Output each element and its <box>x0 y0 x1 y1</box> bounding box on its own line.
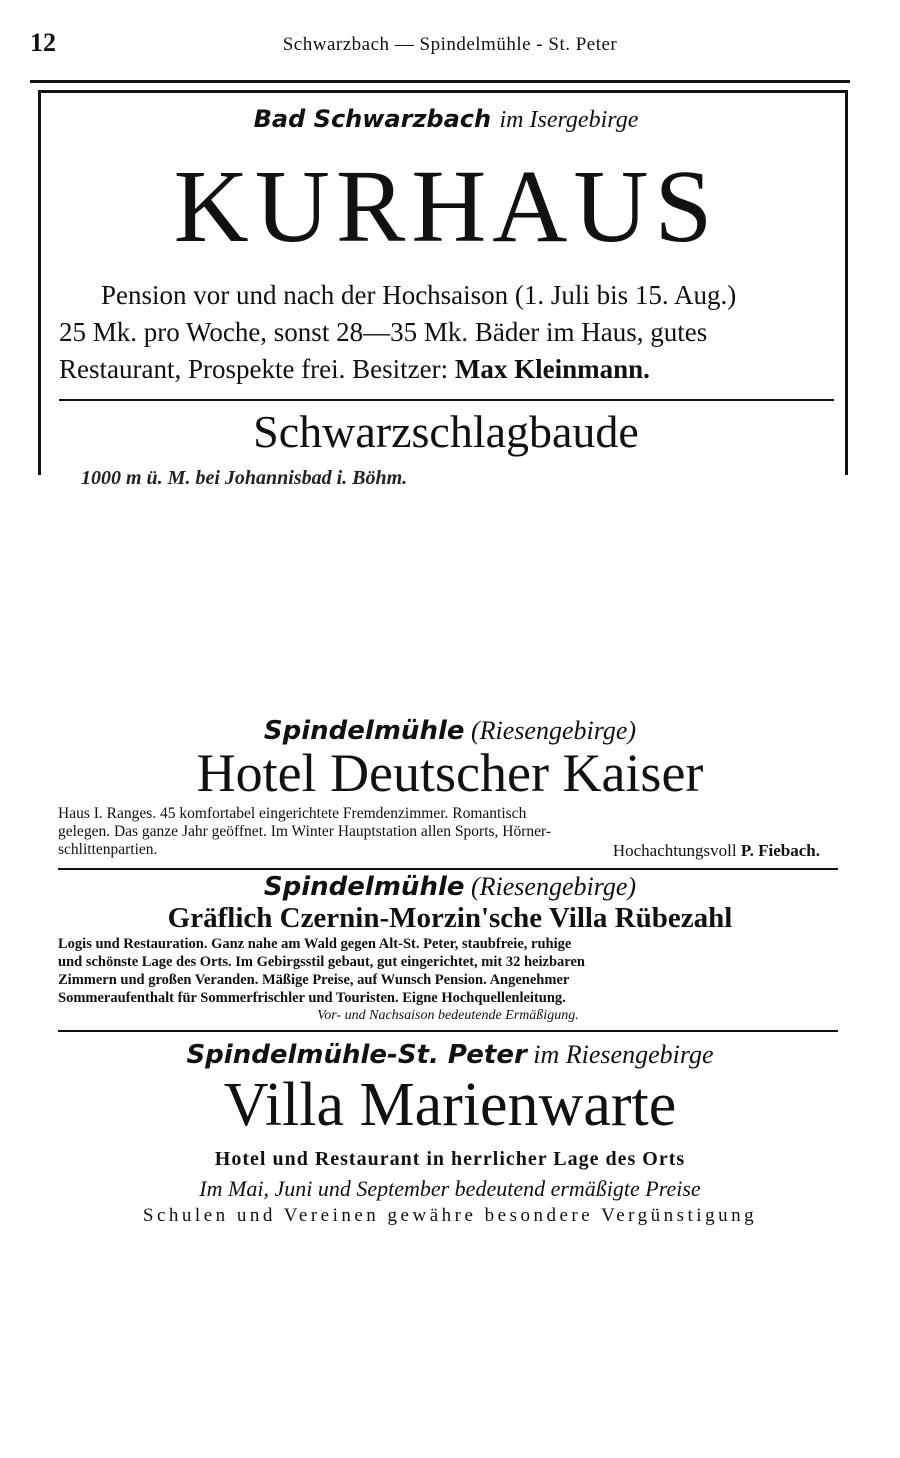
ad-ruebezahl-body <box>58 935 838 1025</box>
ad-deutscher-kaiser-line: gelegen. Das ganze Jahr geöffnet. Im Winter Hauptstation allen Sports, Hörner- <box>58 823 552 840</box>
ad-kurhaus-owner-name: Max Kleinmann. <box>454 354 650 384</box>
ad-deutscher-kaiser-sign-text: Hochachtungsvoll <box>612 841 737 860</box>
ad-marienwarte-place <box>0 1040 900 1070</box>
ad-ruebezahl-place-region: (Riesengebirge) <box>471 872 637 901</box>
header-rule <box>30 80 850 83</box>
ad-ruebezahl-note: Vor- und Nachsaison bedeutende Ermäßigung. <box>317 1008 579 1023</box>
ad-deutscher-kaiser-title: Hotel Deutscher Kaiser <box>196 743 704 803</box>
ad-deutscher-kaiser-body <box>58 805 838 860</box>
ad-kurhaus-owner-line <box>59 351 839 388</box>
ad-marienwarte-line-3: Schulen und Vereinen gewähre besondere Vergünstigung <box>142 1205 758 1226</box>
ad-kurhaus-subtitle: Schwarzschlagbaude <box>253 406 639 457</box>
ad-kurhaus-line: 25 Mk. pro Woche, sonst 28—35 Mk. Bäder im Haus, gutes <box>59 317 708 347</box>
ad-ruebezahl-place <box>0 872 900 902</box>
running-title: Schwarzbach — Spindelmühle - St. Peter <box>282 34 618 55</box>
ad-kurhaus-place-region: im Isergebirge <box>499 107 639 133</box>
ad-marienwarte-line-2: Im Mai, Juni und September bedeutend ermäßigte Preise <box>199 1176 701 1201</box>
ad-kurhaus-divider <box>59 399 834 401</box>
page-number: 12 <box>30 28 56 57</box>
ad-kurhaus-place-name: Bad Schwarzbach <box>253 105 492 133</box>
ad-deutscher-kaiser-sign-name: P. Fiebach. <box>740 841 820 860</box>
ad-marienwarte-place-region: im Riesengebirge <box>533 1040 714 1069</box>
ad-deutscher-kaiser-signature <box>58 842 838 860</box>
ad-ruebezahl-line: Logis und Restauration. Ganz nahe am Wald gegen Alt-St. Peter, staubfreie, ruhige <box>58 936 572 952</box>
ad-ruebezahl-line: Zimmern und großen Veranden. Mäßige Preise, auf Wunsch Pension. Angenehmer <box>58 972 570 988</box>
ad-kurhaus-cut-line: 1000 m ü. M. bei Johannisbad i. Böhm. <box>81 467 408 489</box>
ad-marienwarte-line-1: Hotel und Restaurant in herrlicher Lage des Orts <box>214 1148 686 1170</box>
ad-ruebezahl-line: Sommeraufenthalt für Sommerfrischler und Touristen. Eigne Hochquellenleitung. <box>58 990 566 1006</box>
ad-marienwarte-title: Villa Marienwarte <box>223 1071 677 1139</box>
ad-ruebezahl-title: Gräflich Czernin-Morzin'sche Villa Rübezahl <box>167 902 733 934</box>
ad-kurhaus-owner <box>352 354 668 384</box>
ad-deutscher-kaiser-line: Haus I. Ranges. 45 komfortabel eingerichtete Fremdenzimmer. Romantisch <box>58 805 527 822</box>
ad-ruebezahl-line: und schönste Lage des Orts. Im Gebirgsstil gebaut, gut eingerichtet, mit 32 heizbaren <box>58 954 585 970</box>
ad-deutscher-kaiser-place-region: (Riesengebirge) <box>471 716 637 745</box>
ad-marienwarte-place-name: Spindelmühle-St. Peter <box>186 1040 527 1070</box>
divider-rule <box>58 868 838 870</box>
ad-deutscher-kaiser-line: schlittenpartien. <box>58 841 158 858</box>
ad-kurhaus-restaurant-text: Restaurant, Prospekte frei. <box>59 354 346 384</box>
ad-kurhaus-title: KURHAUS <box>173 149 719 264</box>
ad-kurhaus-line: Pension vor und nach der Hochsaison (1. Juli bis 15. Aug.) <box>101 280 737 310</box>
ad-kurhaus-body <box>59 277 839 388</box>
ad-kurhaus-owner-label: Besitzer: <box>352 354 449 384</box>
ad-kurhaus-place <box>41 105 851 134</box>
ad-kurhaus <box>38 90 848 489</box>
ad-ruebezahl-place-name: Spindelmühle <box>263 872 465 902</box>
divider-rule <box>58 1030 838 1032</box>
ad-deutscher-kaiser-place-name: Spindelmühle <box>263 716 465 746</box>
